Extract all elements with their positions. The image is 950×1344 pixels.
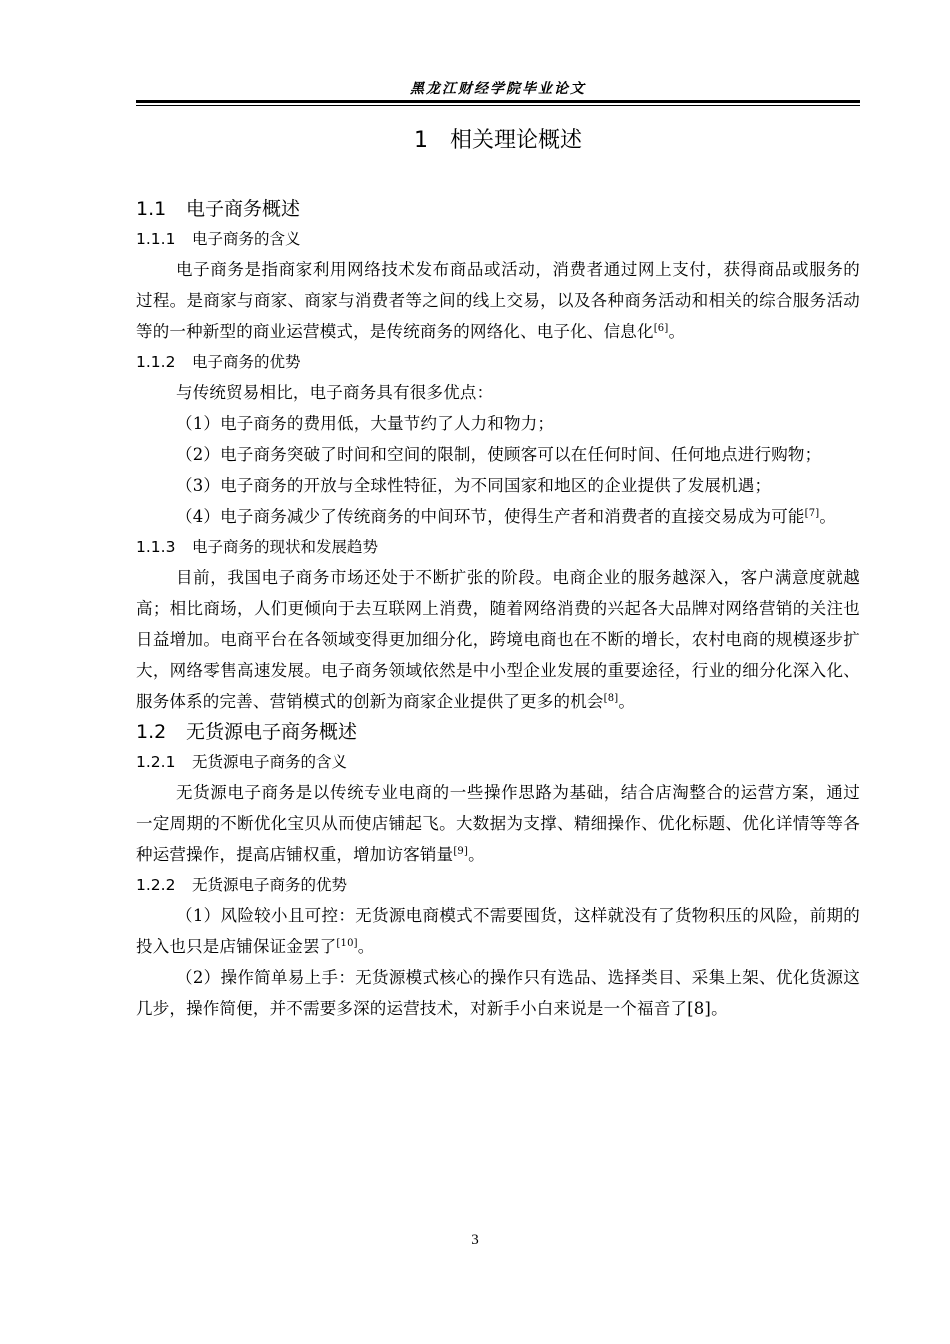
chapter-title bbox=[136, 118, 860, 164]
citation-ref: [9] bbox=[453, 846, 469, 857]
paragraph-text: 目前，我国电子商务市场还处于不断扩张的阶段。电商企业的服务越深入，客户满意度就越高；相比商场，人们更倾向于去互联网上消费，随着网络消费的兴起各大品牌对网络营销的关注也日益增加。电商平台在各领域变得更加细分化，跨境电商也在不断的增长，农村电商的规模逐步扩大，网络零售高速发展。电子商务领域依然是中小型企业发展的重要途径，行业的细分化深入化、服务体系的完善、营销模式的创新为商家企业提供了更多的机会 bbox=[136, 568, 860, 711]
paragraph-tail: 。 bbox=[468, 845, 485, 864]
header-rule-thin bbox=[136, 105, 860, 106]
paragraph-text: （2）操作简单易上手：无货源模式核心的操作只有选品、选择类目、采集上架、优化货源这几步，操作简便，并不需要多深的运营技术，对新手小白来说是一个福音了[8]。 bbox=[136, 968, 860, 1018]
section-title: 电子商务概述 bbox=[186, 198, 301, 220]
citation-ref: [10] bbox=[336, 938, 358, 949]
subsection-heading bbox=[136, 224, 860, 254]
page-number: 3 bbox=[471, 1232, 479, 1248]
paragraph-text: 与传统贸易相比，电子商务具有很多优点： bbox=[176, 383, 494, 402]
paragraph-text: （4）电子商务减少了传统商务的中间环节，使得生产者和消费者的直接交易成为可能 bbox=[176, 507, 805, 526]
paragraph-text: （2）电子商务突破了时间和空间的限制，使顾客可以在任何时间、任何地点进行购物； bbox=[176, 445, 822, 464]
subsection-number: 1.2.2 bbox=[136, 876, 176, 894]
paragraph bbox=[136, 562, 860, 717]
chapter-title-text: 相关理论概述 bbox=[449, 128, 582, 153]
paragraph bbox=[136, 777, 860, 870]
section-number: 1.1 bbox=[136, 198, 167, 220]
list-item bbox=[136, 439, 860, 470]
paragraph-tail: 。 bbox=[819, 507, 837, 526]
list-item bbox=[136, 900, 860, 962]
paragraph-text: 电子商务是指商家利用网络技术发布商品或活动，消费者通过网上支付，获得商品或服务的过程。是商家与商家、商家与消费者等之间的线上交易，以及各种商务活动和相关的综合服务活动等的一种新型的商业运营模式，是传统商务的网络化、电子化、信息化 bbox=[136, 260, 860, 341]
subsection-title: 电子商务的含义 bbox=[192, 230, 301, 248]
running-header: 黑龙江财经学院毕业论文 bbox=[410, 81, 586, 97]
subsection-heading bbox=[136, 747, 860, 777]
subsection-title: 无货源电子商务的含义 bbox=[192, 753, 348, 771]
subsection-heading bbox=[136, 347, 860, 377]
paragraph bbox=[136, 377, 860, 408]
list-item bbox=[136, 408, 860, 439]
list-item bbox=[136, 962, 860, 1024]
citation-ref: [7] bbox=[804, 508, 820, 519]
paragraph-text: 无货源电子商务是以传统专业电商的一些操作思路为基础，结合店淘整合的运营方案，通过一定周期的不断优化宝贝从而使店铺起飞。大数据为支撑、精细操作、优化标题、优化详情等等各种运营操作，提高店铺权重，增加访客销量 bbox=[136, 783, 860, 864]
paragraph-text: （3）电子商务的开放与全球性特征，为不同国家和地区的企业提供了发展机遇； bbox=[176, 476, 772, 495]
list-item bbox=[136, 501, 860, 532]
subsection-title: 电子商务的现状和发展趋势 bbox=[192, 538, 379, 556]
subsection-title: 无货源电子商务的优势 bbox=[192, 876, 348, 894]
paragraph-tail: 。 bbox=[357, 937, 375, 956]
paragraph bbox=[136, 254, 860, 347]
section-title: 无货源电子商务概述 bbox=[186, 721, 358, 743]
citation-ref: [8] bbox=[603, 693, 619, 704]
subsection-number: 1.2.1 bbox=[136, 753, 176, 771]
paragraph-tail: 。 bbox=[668, 322, 686, 341]
document-body bbox=[136, 118, 860, 1024]
header-rule-thick bbox=[136, 100, 860, 103]
subsection-heading bbox=[136, 870, 860, 900]
subsection-heading bbox=[136, 532, 860, 562]
chapter-number: 1 bbox=[413, 128, 428, 153]
subsection-number: 1.1.1 bbox=[136, 230, 176, 248]
subsection-number: 1.1.3 bbox=[136, 538, 176, 556]
subsection-title: 电子商务的优势 bbox=[192, 353, 301, 371]
paragraph-text: （1）电子商务的费用低，大量节约了人力和物力； bbox=[176, 414, 555, 433]
subsection-number: 1.1.2 bbox=[136, 353, 176, 371]
list-item bbox=[136, 470, 860, 501]
section-heading bbox=[136, 194, 860, 224]
section-number: 1.2 bbox=[136, 721, 167, 743]
paragraph-text: （1）风险较小且可控：无货源电商模式不需要囤货，这样就没有了货物积压的风险，前期的投入也只是店铺保证金罢了 bbox=[136, 906, 860, 956]
paragraph-tail: 。 bbox=[618, 692, 636, 711]
section-heading bbox=[136, 717, 860, 747]
citation-ref: [6] bbox=[653, 323, 669, 334]
